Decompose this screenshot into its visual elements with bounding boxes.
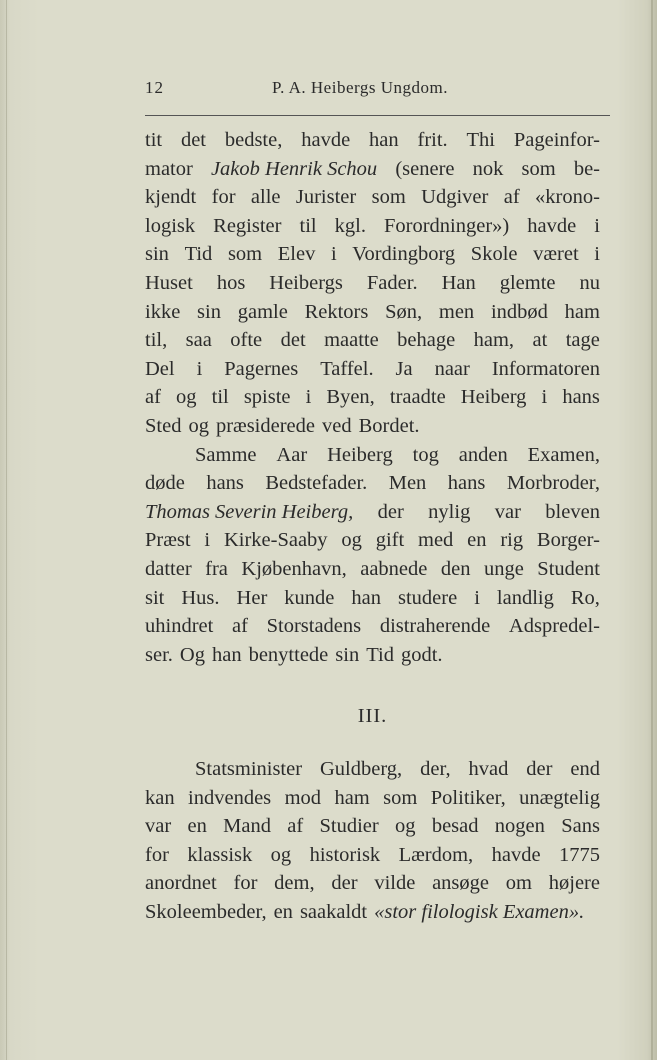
- word: datter: [145, 557, 192, 580]
- word: Examen,: [527, 443, 600, 466]
- word: i: [305, 386, 312, 409]
- word: frit.: [417, 129, 448, 151]
- text-line: [145, 612, 600, 641]
- word: Taffel.: [320, 357, 374, 380]
- word: ved: [322, 414, 352, 437]
- word: gift: [375, 529, 405, 552]
- word: var: [494, 500, 521, 523]
- word: havde: [527, 214, 577, 237]
- text-line: [145, 155, 600, 184]
- word: traadte: [389, 386, 446, 409]
- word: Thomas Severin Heiberg,: [145, 500, 354, 523]
- word: med: [418, 529, 454, 552]
- word: præsiderede: [215, 414, 315, 437]
- word: Udgiver: [421, 186, 489, 209]
- word: tage: [565, 329, 600, 352]
- word: nok: [472, 157, 504, 180]
- word: nogen: [494, 815, 545, 838]
- word: Vordingborg: [352, 243, 456, 266]
- word: sin: [197, 300, 221, 323]
- word: ansøge: [432, 872, 490, 895]
- word: godt.: [400, 643, 443, 666]
- word: rig: [500, 529, 524, 552]
- word: spiste: [243, 386, 291, 409]
- word: der: [377, 500, 404, 523]
- word: unge: [483, 557, 524, 580]
- word: hans: [562, 386, 600, 409]
- word: ham,: [473, 329, 515, 352]
- word: anden: [458, 443, 508, 466]
- word: saa: [185, 329, 212, 352]
- word: Bedstefader.: [265, 472, 368, 495]
- word: Informatoren: [491, 357, 600, 380]
- word: af: [287, 815, 304, 838]
- word: Ja: [395, 357, 413, 380]
- page-number: 12: [145, 78, 164, 97]
- word: Adspredel-: [508, 615, 600, 638]
- word: som: [227, 243, 263, 266]
- word: og: [176, 386, 197, 409]
- word: behage: [397, 329, 456, 352]
- text-line: [145, 326, 600, 355]
- word: det: [280, 329, 306, 352]
- word: havde: [491, 843, 541, 866]
- page-right-edge: [651, 0, 653, 1060]
- word: Forordninger»): [384, 214, 510, 237]
- word: maatte: [324, 329, 379, 352]
- word: sin: [335, 643, 360, 666]
- word: mod: [284, 786, 322, 809]
- word: anordnet: [145, 872, 217, 895]
- page-left-edge: [6, 0, 7, 1060]
- word: glemte: [499, 271, 556, 294]
- text-line: [145, 526, 600, 555]
- word: naar: [434, 357, 470, 380]
- word: til,: [145, 329, 168, 352]
- word: en: [467, 529, 487, 552]
- word: alle: [250, 186, 281, 209]
- word: Præst: [145, 529, 191, 552]
- word: Og: [179, 643, 205, 666]
- word: Jakob Henrik Schou: [210, 157, 378, 180]
- word: Morbroder,: [506, 472, 600, 495]
- word: klassisk: [187, 843, 253, 866]
- word: sin: [145, 243, 169, 266]
- word: Han: [441, 271, 476, 294]
- word: Del: [145, 357, 175, 380]
- word: dem,: [274, 872, 315, 895]
- word: mator: [145, 157, 193, 180]
- text-line: [145, 383, 600, 412]
- word: Lærdom,: [398, 843, 474, 866]
- word: hos: [216, 271, 246, 294]
- word: end: [570, 758, 600, 780]
- word: Her: [236, 586, 268, 609]
- word: i: [474, 586, 480, 609]
- word: af: [145, 386, 161, 409]
- word: som: [371, 186, 406, 209]
- word: en: [187, 815, 207, 838]
- paragraph-1: [145, 126, 600, 441]
- word: Thi: [466, 129, 495, 151]
- word: Aar: [276, 443, 308, 466]
- word: kgl.: [334, 214, 366, 237]
- running-header: [145, 78, 610, 104]
- text-line: [145, 269, 600, 298]
- word: en: [273, 900, 293, 923]
- word: historisk: [309, 843, 381, 866]
- word: be-: [573, 157, 600, 180]
- word: som: [521, 157, 556, 180]
- word: unægtelig: [519, 786, 600, 809]
- word: saakaldt: [299, 900, 368, 923]
- word: Samme: [195, 443, 257, 466]
- text-line: [145, 641, 600, 670]
- word: Heibergs: [269, 271, 343, 294]
- word: Tid: [366, 643, 394, 666]
- word: aabnede: [360, 557, 428, 580]
- word: for: [211, 186, 236, 209]
- word: hvad: [468, 758, 509, 780]
- word: af: [232, 615, 248, 638]
- text-line: [145, 755, 600, 784]
- word: været: [533, 243, 579, 266]
- header-rule: [145, 115, 610, 116]
- word: fra: [205, 557, 228, 580]
- word: Byen,: [326, 386, 375, 409]
- word: til: [211, 386, 229, 409]
- word: for: [233, 872, 258, 895]
- word: men: [438, 300, 475, 323]
- word: havde: [301, 129, 351, 151]
- word: Storstadens: [266, 615, 362, 638]
- word: i: [204, 529, 211, 552]
- text-line: [145, 584, 600, 613]
- body-text-top: [145, 126, 600, 669]
- word: og: [188, 414, 209, 437]
- word: kjendt: [145, 186, 197, 209]
- word: landlig: [496, 586, 554, 609]
- word: Søn,: [385, 300, 423, 323]
- word: Student: [537, 557, 600, 580]
- word: Men: [388, 472, 427, 495]
- word: der: [526, 758, 553, 780]
- word: den: [440, 557, 471, 580]
- word: der: [331, 872, 358, 895]
- word: det: [180, 129, 206, 151]
- word: gamle: [237, 300, 288, 323]
- word: ofte: [230, 329, 263, 352]
- word: han: [211, 643, 242, 666]
- word: ham: [334, 786, 370, 809]
- word: uhindret: [145, 615, 214, 638]
- word: ham: [564, 300, 600, 323]
- word: i: [196, 357, 203, 380]
- word: Heiberg: [327, 443, 393, 466]
- word: Heiberg: [460, 386, 527, 409]
- word: bleven: [545, 500, 600, 523]
- word: indbød: [490, 300, 548, 323]
- word: Pagernes: [224, 357, 299, 380]
- text-line: [145, 498, 600, 527]
- word: Ro,: [570, 586, 600, 609]
- word: kan: [145, 786, 175, 809]
- word: Kirke-Saaby: [223, 529, 328, 552]
- word: sit: [145, 586, 165, 609]
- word: der,: [420, 758, 451, 780]
- word: «krono-: [535, 186, 600, 209]
- word: han: [351, 586, 381, 609]
- word: i: [541, 386, 548, 409]
- word: Statsminister: [195, 758, 303, 780]
- text-line: [145, 812, 600, 841]
- text-line: [145, 355, 600, 384]
- word: Skole: [470, 243, 518, 266]
- word: Pageinfor-: [513, 129, 600, 151]
- word: distraherende: [379, 615, 491, 638]
- word: hans: [206, 472, 244, 495]
- word: i: [594, 243, 600, 266]
- text-line: [145, 469, 600, 498]
- paragraph-3: [145, 755, 600, 927]
- word: Skoleembeder,: [145, 900, 267, 923]
- word: Tid: [184, 243, 213, 266]
- word: Rektors: [304, 300, 369, 323]
- word: døde: [145, 472, 185, 495]
- word: Politiker,: [430, 786, 506, 809]
- paragraph-2: [145, 441, 600, 670]
- word: besad: [431, 815, 479, 838]
- word: nylig: [428, 500, 471, 523]
- word: og: [341, 529, 362, 552]
- word: benyttede: [248, 643, 329, 666]
- word: Register: [213, 214, 282, 237]
- word: kunde: [284, 586, 335, 609]
- running-title: P. A. Heibergs Ungdom.: [272, 78, 448, 97]
- word: Jurister: [295, 186, 357, 209]
- text-line: [145, 212, 600, 241]
- word: 1775: [558, 843, 600, 866]
- text-line: [145, 869, 600, 898]
- text-line: [145, 298, 600, 327]
- body-text-bottom: [145, 755, 600, 927]
- word: var: [145, 815, 172, 838]
- word: Borger-: [536, 529, 600, 552]
- word: for: [145, 843, 169, 866]
- word: nu: [579, 271, 600, 294]
- text-line: [145, 898, 600, 927]
- word: om: [505, 872, 532, 895]
- word: hans: [447, 472, 486, 495]
- text-line: [145, 412, 600, 441]
- text-line: [145, 555, 600, 584]
- word: som: [383, 786, 418, 809]
- word: Mand: [223, 815, 271, 838]
- word: Elev: [277, 243, 316, 266]
- word: Bordet.: [358, 414, 420, 437]
- word: tit: [145, 129, 163, 151]
- word: ikke: [145, 300, 181, 323]
- word: «stor filologisk Examen».: [374, 900, 585, 923]
- word: og: [395, 815, 416, 838]
- word: højere: [548, 872, 600, 895]
- word: i: [330, 243, 337, 266]
- word: Sans: [561, 815, 600, 838]
- word: (senere: [395, 157, 455, 180]
- word: Studier: [319, 815, 379, 838]
- word: vilde: [374, 872, 416, 895]
- text-line: [145, 841, 600, 870]
- section-heading: III.: [357, 705, 388, 727]
- text-line: [145, 240, 600, 269]
- word: han: [369, 129, 399, 151]
- word: og: [270, 843, 292, 866]
- word: Sted: [145, 414, 182, 437]
- text-line: [145, 441, 600, 470]
- text-line: [145, 126, 600, 155]
- word: at: [532, 329, 548, 352]
- word: Hus.: [181, 586, 220, 609]
- word: i: [594, 214, 600, 237]
- word: Fader.: [366, 271, 418, 294]
- word: Huset: [145, 271, 193, 294]
- text-line: [145, 183, 600, 212]
- word: studere: [398, 586, 458, 609]
- word: ser.: [145, 643, 173, 666]
- word: indvendes: [188, 786, 272, 809]
- word: Kjøbenhavn,: [241, 557, 347, 580]
- word: bedste,: [224, 129, 283, 151]
- word: logisk: [145, 214, 196, 237]
- word: tog: [412, 443, 439, 466]
- word: Guldberg,: [319, 758, 403, 780]
- word: til: [299, 214, 317, 237]
- text-line: [145, 784, 600, 813]
- word: af: [503, 186, 520, 209]
